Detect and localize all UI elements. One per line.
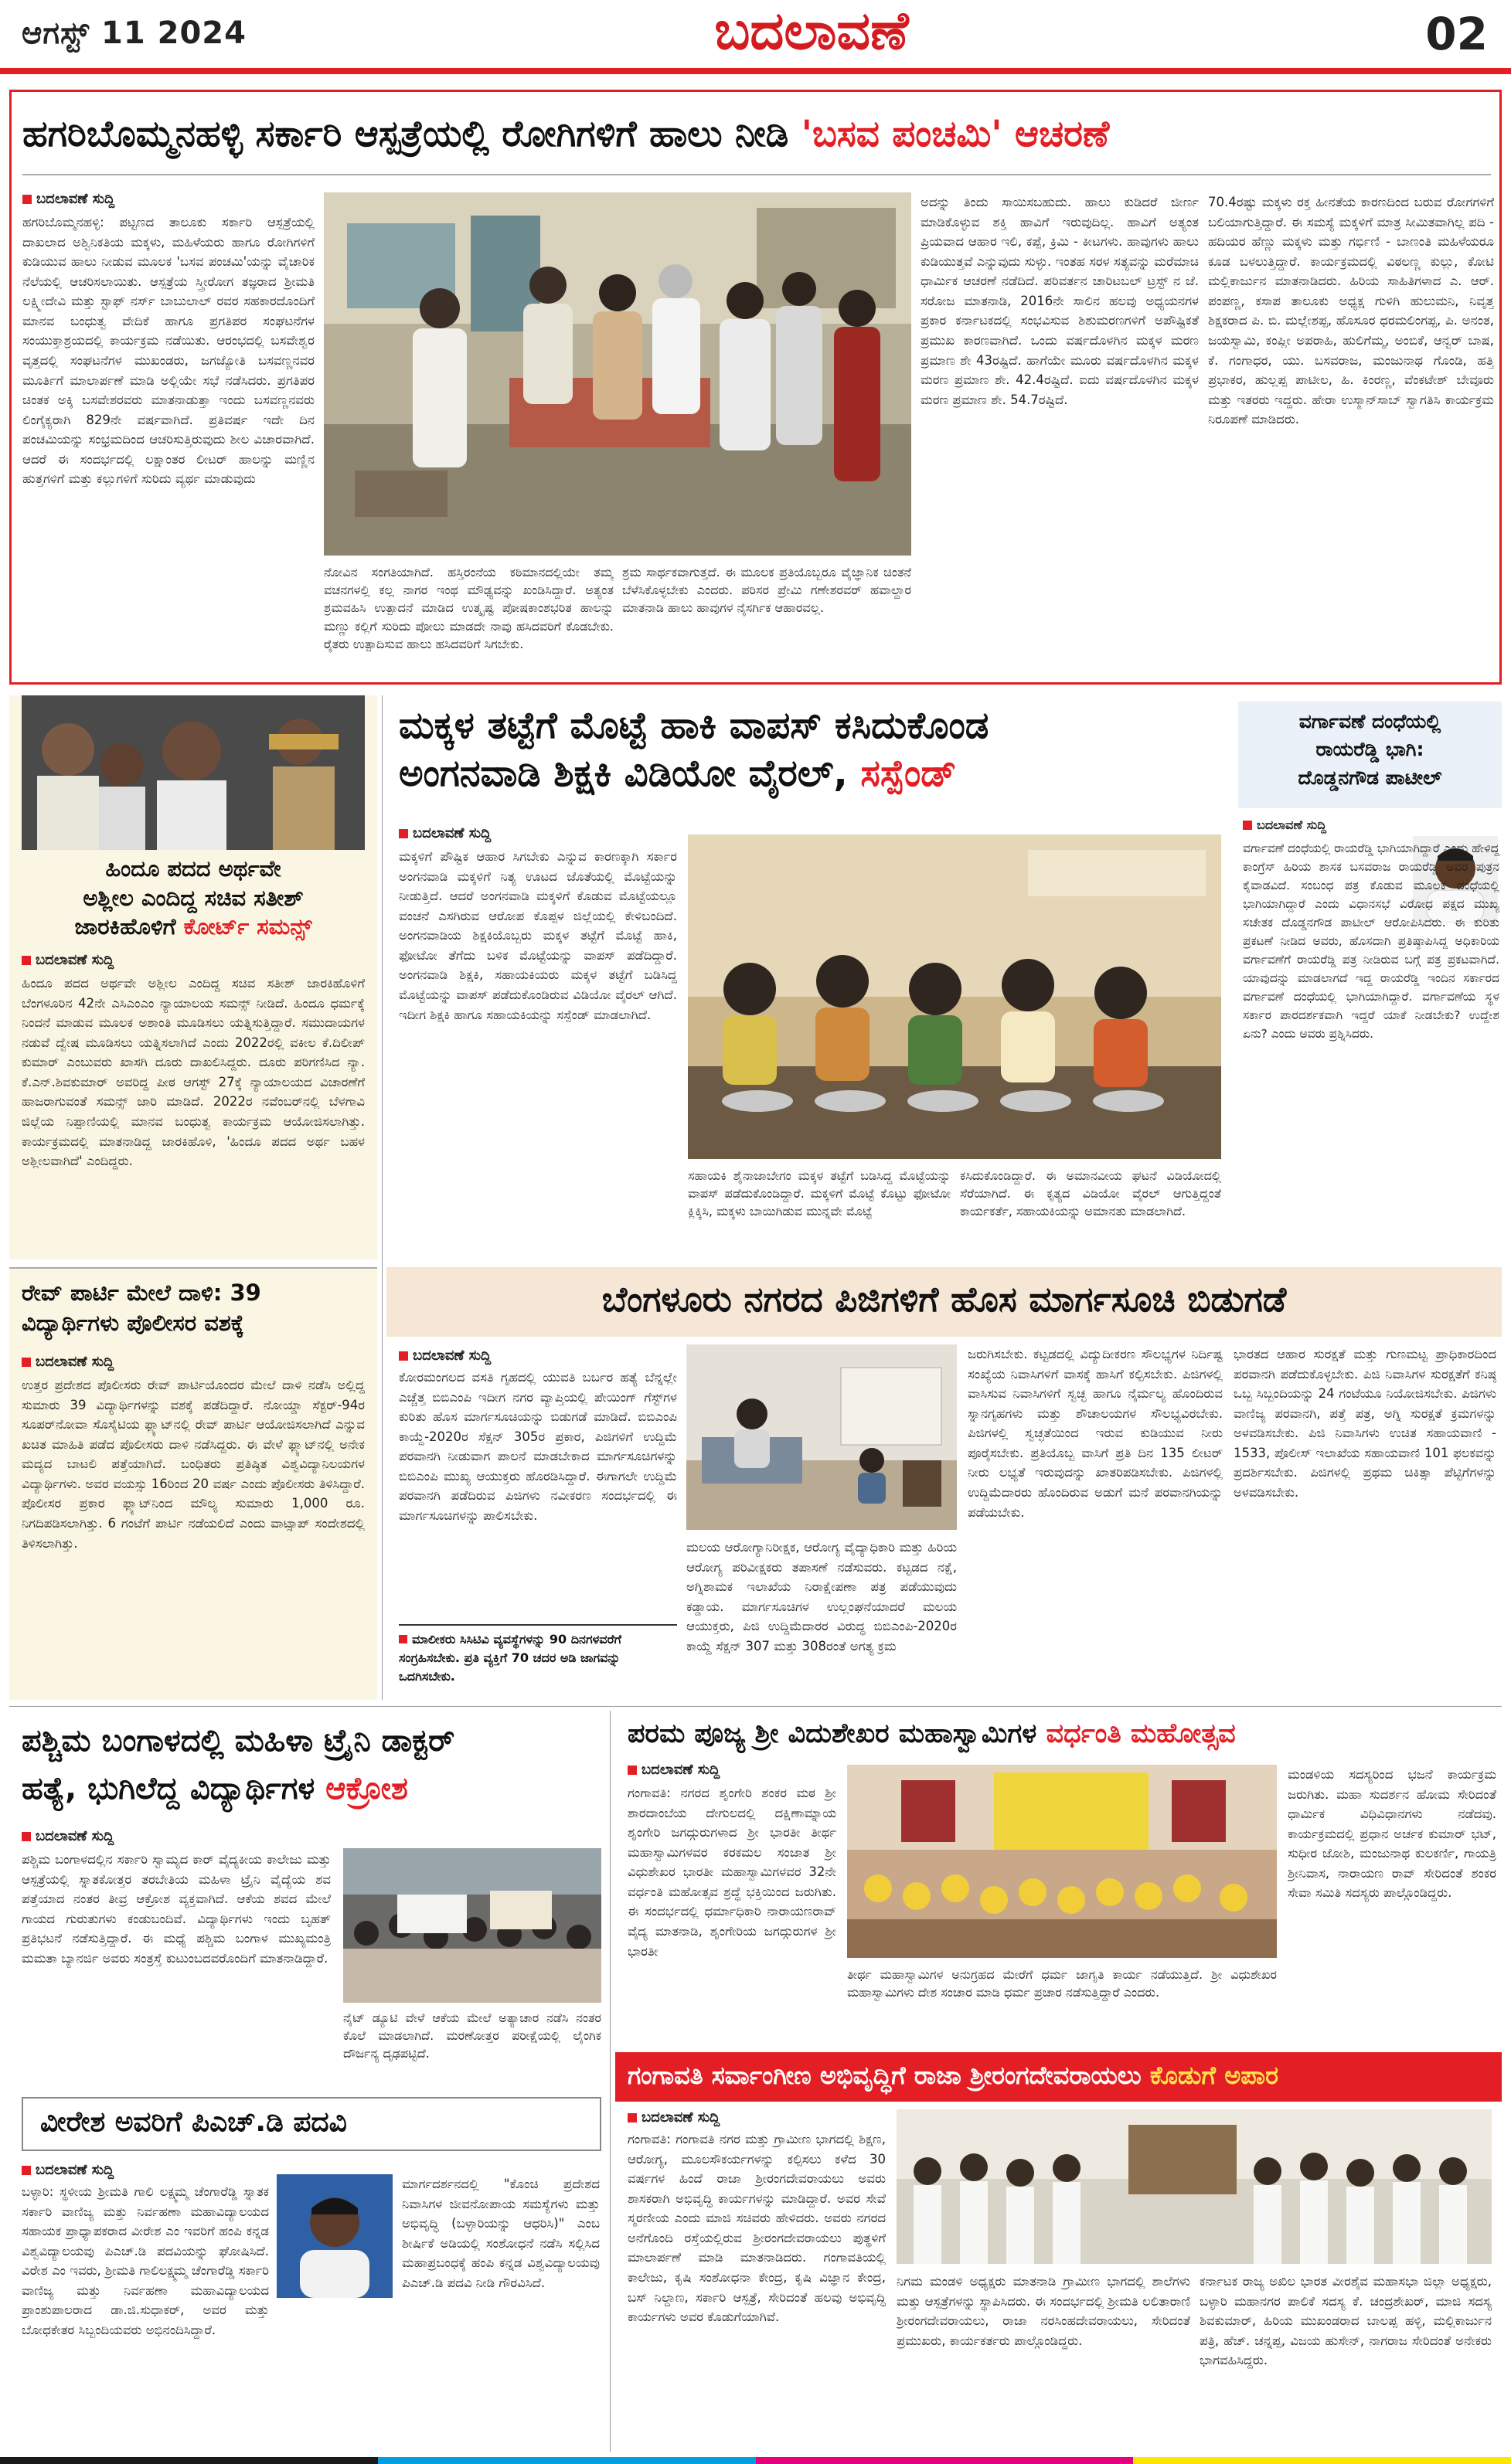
headline (22, 98, 1491, 175)
bullet-square-icon (628, 1766, 637, 1775)
byline: ಬದಲಾವಣೆ ಸುದ್ದಿ (399, 1348, 491, 1364)
byline: ಬದಲಾವಣೆ ಸುದ್ದಿ (1243, 817, 1326, 833)
article-column: 70.4ರಷ್ಟು ಮಕ್ಕಳು ರಕ್ತ ಹೀನತೆಯ ಕಾರಣದಿಂದ ಬರುವ ರೋಗಗಳಿಗೆ ಬಲಿಯಾಗುತ್ತಿದ್ದಾರೆ. ಈ ಸಮಸ್ಯೆ ಮಕ್ಕಳಿಗೆ ಮಾತ್ರ ಸೀಮಿತವಾಗಿಲ್ಲ ಪದಿ - ಹದಿಯರ ಹೆಣ್ಣು ಮಕ್ಕಳು ಮತ್ತು ಗರ್ಭಿಣಿ - ಬಾಣಂತಿ ಮಹಿಳೆಯರೂ ಕೂಡ ಬಳಲುತ್ತಿದ್ದಾರೆ. ಕಾರ್ಯಕ್ರಮದಲ್ಲಿ ವಿಠಲಣ್ಣ ಕುಲ್ಲು, ಕೋಟಿ ಮಲ್ಲಿಕಾರ್ಜುನ ಮಾತನಾಡಿದರು. ಹಿರಿಯ ಸಾಹಿತಿಗಳಾದ ಎ. ಆರ್. ಪಂಪಣ್ಣ, ಕಸಾಪ ತಾಲೂಕು ಅಧ್ಯಕ್ಷ ಗುಳಿಗಿ ಹುಲುಮನಿ, ನಿವೃತ್ತ ಶಿಕ್ಷಕರಾದ ಪಿ. ಬಿ. ಮಲ್ಲೇಶಪ್ಪ, ಹೊಸೂರ ಧರಮಲಿಂಗಪ್ಪ, ಪಿ. ಅನಂತ, ಜಯಸ್ವಾಮಿ, ಕಂಪ್ಲೀ ಅಪರಾಹಿ, ಹುಲಿಗೆಮ್ಮ, ಅಂಬಿಕೆ, ಆನ್ವರ್ ಬಾಷ, ಕೆ. ಗಂಗಾಧರ, ಯು. ಬಸವರಾಜ, ಮಂಜುನಾಥ ಗೊಂಡಿ, ಹತ್ತಿ ಪ್ರಭಾಕರ, ಹುಲ್ಲಪ್ಪ ಪಾಟೀಲ, ಹಿ. ಕಿಂರಣ್ಣ, ವೆಂಕಟೇಶ್ ಬೇವೂರು ಮತ್ತು ಇತರರು ಇದ್ದರು. ಹೇರಾ ಉಸ್ಮಾನ್‌ಸಾಬ್ ಸ್ವಾಗತಿಸಿ ಕಾರ್ಯಕ್ರಮ ನಿರೂಪಣೆ ಮಾಡಿದರು. (1208, 195, 1494, 427)
newspaper-logo: ಬದಲಾವಣೆ (714, 0, 909, 62)
headline: ರೇವ್ ಪಾರ್ಟಿ ಮೇಲೆ ದಾಳಿ: 39 ವಿದ್ಯಾರ್ಥಿಗಳು ಪೊಲೀಸರ ವಶಕ್ಕೆ (22, 1280, 261, 1337)
headline-highlight: ವರ್ಧಂತಿ ಮಹೋತ್ಸವ (1046, 1718, 1236, 1749)
byline: ಬದಲಾವಣೆ ಸುದ್ದಿ (399, 825, 491, 841)
article-body: ಗಂಗಾವತಿ: ಗಂಗಾವತಿ ನಗರ ಮತ್ತು ಗ್ರಾಮೀಣ ಭಾಗದಲ್ಲಿ ಶಿಕ್ಷಣ, ಆರೋಗ್ಯ, ಮೂಲಸೌಕರ್ಯಗಳನ್ನು ಕಲ್ಪಿಸಲು ಕಳೆದ 30 ವರ್ಷಗಳ ಹಿಂದೆ ರಾಜಾ ಶ್ರೀರಂಗದೇವರಾಯಲು ಅವರು ಶಾಸಕರಾಗಿ ಅಭಿವೃದ್ಧಿ ಕಾರ್ಯಗಳನ್ನು ಮಾಡಿದ್ದಾರೆ. ಅವರ ಸೇವೆ ಸ್ಮರಣೀಯ ಎಂದು ಮಾಜಿ ಸಚಿವರು ಹೇಳಿದರು. ಅವರು ನಗರದ ಅನೆಗೊಂದಿ ರಸ್ತೆಯಲ್ಲಿರುವ ಶ್ರೀರಂಗದೇವರಾಯಲು ಪುತ್ಥಳಿಗೆ ಮಾಲಾರ್ಪಣೆ ಮಾಡಿ ಮಾತನಾಡಿದರು. ಗಂಗಾವತಿಯಲ್ಲಿ ಕಾಲೇಜು, ಕೃಷಿ ಸಂಶೋಧನಾ ಕೇಂದ್ರ, ಕೃಷಿ ವಿಜ್ಞಾನ ಕೇಂದ್ರ, ಬಸ್ ನಿಲ್ದಾಣ, ಸರ್ಕಾರಿ ಆಸ್ಪತ್ರೆ, ಸೇರಿದಂತೆ ಹಲವು ಅಭಿವೃದ್ಧಿ ಕಾರ್ಯಗಳು ಅವರ ಕೊಡುಗೆಯಾಗಿವೆ. (628, 2132, 886, 2325)
headline: ವೀರೇಶ ಅವರಿಗೆ ಪಿಎಚ್.ಡಿ ಪದವಿ (40, 2106, 347, 2138)
headline-line-1: ವರ್ಗಾವಣೆ ದಂಧೆಯಲ್ಲಿ (1298, 710, 1441, 732)
headline (1238, 702, 1502, 808)
headline-line-1: ಪಶ್ಚಿಮ ಬಂಗಾಳದಲ್ಲಿ ಮಹಿಳಾ ಟ್ರೈನಿ ಡಾಕ್ಟರ್ (22, 1723, 455, 1759)
headline-main: ಹಗರಿಬೊಮ್ಮನಹಳ್ಳಿ ಸರ್ಕಾರಿ ಆಸ್ಪತ್ರೆಯಲ್ಲಿ ರೋಗಿಗಳಿಗೆ ಹಾಲು ನೀಡಿ (22, 113, 801, 155)
article-body: ಪಶ್ಚಿಮ ಬಂಗಾಳದಲ್ಲಿನ ಸರ್ಕಾರಿ ಸ್ವಾಮ್ಯದ ಕಾರ್ ವೈದ್ಯಕೀಯ ಕಾಲೇಜು ಮತ್ತು ಆಸ್ಪತ್ರೆಯಲ್ಲಿ ಸ್ನಾತಕೋತ್ತರ ತರಬೇತಿಯ ಮಹಿಳಾ ಟ್ರೈನಿ ವೈದ್ಯೆಯ ಶವ ಪತ್ತೆಯಾದ ನಂತರ ತೀವ್ರ ಆಕ್ರೋಶ ವ್ಯಕ್ತವಾಗಿದೆ. ಆಕೆಯ ಶವದ ಮೇಲೆ ಗಾಯದ ಗುರುತುಗಳು ಕಂಡುಬಂದಿವೆ. ವಿದ್ಯಾರ್ಥಿಗಳು ಇಂದು ಬೃಹತ್ ಪ್ರತಿಭಟನೆ ನಡೆಸುತ್ತಿದ್ದಾರೆ. ಈ ಮಧ್ಯೆ ಪಶ್ಚಿಮ ಬಂಗಾಳ ಮುಖ್ಯಮಂತ್ರಿ ಮಮತಾ ಬ್ಯಾನರ್ಜಿ ಅವರು ಸಂತ್ರಸ್ತೆ ಕುಟುಂಬದವರೊಂದಿಗೆ ಮಾತನಾಡಿದ್ದಾರೆ. (22, 1852, 331, 1966)
byline: ಬದಲಾವಣೆ ಸುದ್ದಿ (22, 2162, 114, 2178)
photo-caption-continued: ಕಸಿದುಕೊಂಡಿದ್ದಾರೆ. ಈ ಅಮಾನವೀಯ ಘಟನೆ ವಿಡಿಯೋದಲ್ಲಿ ಸೆರೆಯಾಗಿದೆ. ಈ ಕೃತ್ಯದ ವಿಡಿಯೋ ವೈರಲ್ ಆಗುತ್ತಿದ್ದಂತೆ ಕಾರ್ಯಕರ್ತೆ, ಸಹಾಯಕಿಯನ್ನು ಅಮಾನತು ಮಾಡಲಾಗಿದೆ. (960, 1168, 1221, 1219)
headline-highlight: ಆಕ್ರೋಶ (325, 1771, 408, 1806)
hospital-milk-distribution-photo (324, 192, 911, 556)
article-transfer-scam (1238, 695, 1502, 1259)
article-column: ಜರುಗಿಸಬೇಕು. ಕಟ್ಟಡದಲ್ಲಿ ವಿದ್ಯುದೀಕರಣ ಸೌಲಭ್ಯಗಳ ನಿರ್ದಿಷ್ಟ ಸಂಖ್ಯೆಯ ನಿವಾಸಿಗಳಿಗೆ ವಾಸಕ್ಕೆ ಹಾಸಿಗೆ ಕಲ್ಪಿಸಬೇಕು. ಪಿಜಿಗಳಲ್ಲಿ ವಾಸಿಸುವ ನಿವಾಸಿಗಳಿಗೆ ಸ್ವಚ್ಛ ಹಾಗೂ ನೈರ್ಮಲ್ಯ ಹೊಂದಿರುವ ಸ್ನಾನಗೃಹಗಳು ಮತ್ತು ಶೌಚಾಲಯಗಳ ಸೌಲಭ್ಯವಿರಬೇಕು. ಪಿಜಿಗಳಲ್ಲಿ ಸ್ವಚ್ಛತೆಯಿಂದ ಇರುವ ಕುಡಿಯುವ ನೀರು ಪೂರೈಸಬೇಕು. ಪ್ರತಿಯೊಬ್ಬ ವಾಸಿಗೆ ಪ್ರತಿ ದಿನ 135 ಲೀಟರ್ ನೀರು ಲಭ್ಯತೆ ಇರುವುದನ್ನು ಖಾತರಿಪಡಿಸಬೇಕು. ಪಿಜಿಗಳಲ್ಲಿ ಉದ್ದಿಮೆದಾರರು ಹೊಂದಿರುವ ಅಡುಗೆ ಮನೆ ಪರವಾನಗಿಯನ್ನು ಪಡೆಯಬೇಕು. (968, 1347, 1223, 1520)
minister-photo (22, 695, 365, 850)
article-column: ಮಲಯ ಆರೋಗ್ಯಾನಿರೀಕ್ಷಕ, ಆರೋಗ್ಯ ವೈದ್ಯಾಧಿಕಾರಿ ಮತ್ತು ಹಿರಿಯ ಆರೋಗ್ಯ ಪರಿವೀಕ್ಷಕರು ತಪಾಸಣೆ ನಡೆಸುವರು. ಕಟ್ಟಡದ ನಕ್ಷೆ, ಅಗ್ನಿಶಾಮಕ ಇಲಾಖೆಯ ನಿರಾಕ್ಷೇಪಣಾ ಪತ್ರ ಪಡೆಯುವುದು ಕಡ್ಡಾಯ. ಮಾರ್ಗಸೂಚಿಗಳ ಉಲ್ಲಂಘನೆಯಾದರೆ ಮಲಯ ಆಯುಕ್ತರು, ಪಿಜಿ ಉದ್ದಿಮೆದಾರರ ವಿರುದ್ಧ ಬಿಬಿಎಂಪಿ-2020ರ ಕಾಯ್ದೆ ಸೆಕ್ಷನ್ 307 ಮತ್ತು 308ರಂತೆ ಅಗತ್ಯ ಕ್ರಮ (686, 1540, 957, 1653)
issue-date: ಆಗಸ್ಟ್ 11 2024 (22, 15, 247, 51)
article-bengal-doctor (9, 1711, 604, 2089)
photo-caption: ನೋವಿನ ಸಂಗತಿಯಾಗಿದೆ. ಹಸ್ತಿರಂನೆಯ ಕಠಿಮಾನದಲ್ಲಿಯೇ ತಮ್ಮ ವಚನಗಳಲ್ಲಿ ಕಲ್ಲ ನಾಗರ ಇಂಥ ಮೌಢ್ಯವನ್ನು ಖಂಡಿಸಿದ್ದಾರೆ. ಅತ್ಯಂತ ಶ್ರಮವಹಿಸಿ ಉತ್ಪಾದನೆ ಮಾಡಿದ ಉತ್ಕೃಷ್ಟ ಪೋಷಕಾಂಶಭರಿತ ಹಾಲನ್ನು ಮಣ್ಣು ಕಲ್ಲಿಗೆ ಸುರಿದು ಪೋಲು ಮಾಡದೇ ನಾವು ಹಸಿದವರಿಗೆ ಕೊಡಬೇಕು. ರೈತರು ಉತ್ಪಾದಿಸುವ ಹಾಲು ಹಸಿದವರಿಗೆ ಸಿಗಬೇಕು. (324, 565, 614, 651)
article-column: ಭಾರತದ ಆಹಾರ ಸುರಕ್ಷತೆ ಮತ್ತು ಗುಣಮಟ್ಟ ಪ್ರಾಧಿಕಾರದಿಂದ ಪರವಾನಗಿ ಪಡೆದುಕೊಳ್ಳಬೇಕು. ಪಿಜಿ ನಿವಾಸಿಗಳ ಸುರಕ್ಷತೆಗೆ ಕನಿಷ್ಠ ಒಬ್ಬ ಸಿಬ್ಬಂದಿಯನ್ನು 24 ಗಂಟೆಯೂ ನಿಯೋಜಿಸಬೇಕು. ಪಿಜಿಗಳು ವಾಣಿಜ್ಯ ಪರವಾನಗಿ, ಪತ್ತೆ ಪತ್ರ, ಅಗ್ನಿ ಸುರಕ್ಷತೆ ಕ್ರಮಗಳನ್ನು ಅಳವಡಿಸಬೇಕು. ಪಿಜಿ ನಿವಾಸಿಗಳು ಉಚಿತ ಸಹಾಯವಾಣಿ - 1533, ಪೊಲೀಸ್ ಇಲಾಖೆಯ ಸಹಾಯವಾಣಿ 101 ಫಲಕವನ್ನು ಪ್ರದರ್ಶಿಸಬೇಕು. ಪಿಜಿಗಳಲ್ಲಿ ಪ್ರಥಮ ಚಿಕಿತ್ಸಾ ಪೆಟ್ಟಿಗೆಗಳನ್ನು ಅಳವಡಿಸಬೇಕು. (1234, 1347, 1496, 1500)
article-column: ಅದನ್ನು ತಿಂದು ಸಾಯಿಸಬಹುದು. ಹಾಲು ಕುಡಿದರೆ ಜೀರ್ಣ ಮಾಡಿಕೊಳ್ಳುವ ಶಕ್ತಿ ಹಾವಿಗೆ ಇರುವುದಿಲ್ಲ. ಹಾವಿಗೆ ಅತ್ಯಂತ ಪ್ರಿಯವಾದ ಆಹಾರ ಇಲಿ, ಕಪ್ಪೆ, ಕ್ರಿಮಿ - ಕೀಟಗಳು. ಹಾವುಗಳು ಹಾಲು ಕುಡಿಯುತ್ತವೆ ಎನ್ನುವುದು ಸುಳ್ಳು. ಇಂತಹ ಸರಳ ಸತ್ಯವನ್ನು ಮರೆಮಾಚಿ ಧಾರ್ಮಿಕ ಆಚರಣೆ ನಡೆದಿದೆ. ಪರಿವರ್ತನ ಚಾರಿಟಬಲ್ ಟ್ರಸ್ಟ್ ನ ಜೆ. ಸರೋಜ ಮಾತನಾಡಿ, 2016ನೇ ಸಾಲಿನ ಹಲವು ಅಧ್ಯಯನಗಳ ಪ್ರಕಾರ ಕರ್ನಾಟಕದಲ್ಲಿ ಸಂಭವಿಸುವ ಶಿಶುಮರಣಗಳಿಗೆ ಅಪೌಷ್ಟಿಕತೆ ಪ್ರಮುಖ ಕಾರಣವಾಗಿದೆ. ಒಂದು ವರ್ಷದೊಳಗಿನ ಮಕ್ಕಳ ಮರಣ ಪ್ರಮಾಣ ಶೇ 43ರಷ್ಟಿದೆ. ಹಾಗೆಯೇ ಮೂರು ವರ್ಷದೊಳಗಿನ ಮಕ್ಕಳ ಮರಣ ಪ್ರಮಾಣ ಶೇ. 42.4ರಷ್ಟಿದೆ. ಐದು ವರ್ಷದೊಳಗಿನ ಮಕ್ಕಳ ಮರಣ ಪ್ರಮಾಣ ಶೇ. 54.7ರಷ್ಟಿದೆ. (921, 195, 1199, 407)
article-court-summons (9, 695, 377, 1259)
bullet-square-icon (22, 2166, 31, 2175)
masthead (0, 0, 1511, 74)
article-column: ಗಂಗಾವತಿ: ನಗರದ ಶೃಂಗೇರಿ ಶಂಕರ ಮಠ ಶ್ರೀ ಶಾರದಾಂಬೆಯ ದೇಗುಲದಲ್ಲಿ ದಕ್ಷಿಣಾಮ್ನಾಯ ಶೃಂಗೇರಿ ಜಗದ್ಗುರುಗಳಾದ ಶ್ರೀ ಭಾರತೀ ತೀರ್ಥ ಮಹಾಸ್ವಾಮಿಗಳವರ ಕರಕಮಲ ಸಂಜಾತ ಶ್ರೀ ವಿಧುಶೇಖರ ಭಾರತೀ ಮಹಾಸ್ವಾಮಿಗಳವರ 32ನೇ ವರ್ಧಂತಿ ಮಹೋತ್ಸವ ಶ್ರದ್ಧೆ ಭಕ್ತಿಯಿಂದ ಜರುಗಿತು. ಈ ಸಂದರ್ಭದಲ್ಲಿ ಧರ್ಮಾಧಿಕಾರಿ ನಾರಾಯಣರಾವ್ ವೈದ್ಯ ಮಾತನಾಡಿ, ಶೃಂಗೇರಿಯ ಜಗದ್ಗುರುಗಳ ಶ್ರೀ ಭಾರತೀ (628, 1786, 836, 1959)
headline-line-1: ಹಿಂದೂ ಪದದ ಅರ್ಥವೇ (105, 855, 281, 882)
page-number: 02 (1425, 8, 1488, 60)
headline: ಪರಮ ಪೂಜ್ಯ ಶ್ರೀ ವಿದುಶೇಖರ ಮಹಾಸ್ವಾಮಿಗಳ ವರ್ಧಂತಿ ಮಹೋತ್ಸವ (628, 1718, 1236, 1749)
bullet-square-icon (22, 1832, 31, 1841)
article-body: ಉತ್ತರ ಪ್ರದೇಶದ ಪೊಲೀಸರು ರೇವ್ ಪಾರ್ಟಿಯೊಂದರ ಮೇಲೆ ದಾಳಿ ನಡೆಸಿ ಅಲ್ಲಿದ್ದ ಸುಮಾರು 39 ವಿದ್ಯಾರ್ಥಿಗಳನ್ನು ವಶಕ್ಕೆ ಪಡೆದಿದ್ದಾರೆ. ನೋಯ್ಡಾ ಸೆಕ್ಟರ್-94ರ ಸೂಪರ್‌ನೋವಾ ಸೊಸೈಟಿಯ ಫ್ಲ್ಯಾಟ್‌ನಲ್ಲಿ ರೇವ್ ಪಾರ್ಟಿ ಆಯೋಜಿಸಲಾಗಿದೆ ಎನ್ನುವ ಖಚಿತ ಮಾಹಿತಿ ಪಡೆದ ಪೊಲೀಸರು ದಾಳಿ ನಡೆಸಿದ್ದರು. ಈ ವೇಳೆ ಫ್ಲ್ಯಾಟ್‌ನಲ್ಲಿ ಅನೇಕ ಮದ್ಯದ ಬಾಟಲಿ ಪತ್ತೆಯಾಗಿದೆ. ಬಂಧಿತರು ಪ್ರತಿಷ್ಠಿತ ವಿಶ್ವವಿದ್ಯಾನಿಲಯಗಳ ವಿದ್ಯಾರ್ಥಿಗಳು. ಅವರ ವಯಸ್ಸು 16ರಿಂದ 20 ವರ್ಷ ಎಂದು ಪೊಲೀಸರು ತಿಳಿಸಿದ್ದಾರೆ. ಪೊಲೀಸರ ಪ್ರಕಾರ ಫ್ಲ್ಯಾಟ್‌ನಿಂದ ಮೌಲ್ಯ ಸುಮಾರು 1,000 ರೂ. ನಿಗದಿಪಡಿಸಲಾಗಿತ್ತು. 6 ಗಂಟೆಗೆ ಪಾರ್ಟಿ ನಡೆಯಲಿದೆ ಎಂದು ವಾಟ್ಸಾಪ್ ಸಂದೇಶದಲ್ಲಿ ತಿಳಿಸಲಾಗಿತ್ತು. (22, 1378, 365, 1551)
photo-caption-continued: ಶ್ರಮ ಸಾರ್ಥಕವಾಗುತ್ತದೆ. ಈ ಮೂಲಕ ಪ್ರತಿಯೊಬ್ಬರೂ ವೈಜ್ಞಾನಿಕ ಚಿಂತನೆ ಬೆಳೆಸಿಕೊಳ್ಳಬೇಕು ಎಂದರು. ಪರಿಸರ ಪ್ರೇಮಿ ಗಣೇಶರವರ್ ಹವಾಲ್ದಾರ ಮಾತನಾಡಿ ಹಾಲು ಹಾವುಗಳ ನೈಸರ್ಗಿಕ ಆಹಾರವಲ್ಲ. (622, 565, 911, 616)
protest-photo (343, 1848, 601, 2003)
bullet-square-icon (399, 829, 408, 838)
headline: ಬೆಂಗಳೂರು ನಗರದ ಪಿಜಿಗಳಿಗೆ ಹೊಸ ಮಾರ್ಗಸೂಚಿ ಬಿಡುಗಡೆ (386, 1267, 1502, 1337)
article-rangadevarayalu (615, 2052, 1502, 2452)
headline-line-2: ಅಶ್ಲೀಲ ಎಂದಿದ್ದ ಸಚಿವ ಸತೀಶ್ (83, 884, 304, 911)
article-column: ಕೋರಮಂಗಲದ ವಸತಿ ಗೃಹದಲ್ಲಿ ಯುವತಿ ಬರ್ಬರ ಹತ್ಯೆ ಬೆನ್ನಲ್ಲೇ ಎಚ್ಚೆತ್ತ ಬಿಬಿಎಂಪಿ ಇದೀಗ ನಗರ ವ್ಯಾಪ್ತಿಯಲ್ಲಿ ಪೇಯಿಂಗ್ ಗೆಸ್ಟ್‌ಗಳ ಕುರಿತು ಹೊಸ ಮಾರ್ಗಸೂಚಿಯನ್ನು ಬಿಡುಗಡೆ ಮಾಡಿದೆ. ಬಿಬಿಎಂಪಿ ಕಾಯ್ದೆ-2020ರ ಸೆಕ್ಷನ್ 305ರ ಪ್ರಕಾರ, ಪಿಜಿಗಳಿಗೆ ಉದ್ದಿಮೆ ಪರವಾನಗಿ ನೀಡುವಾಗ ಪಾಲನೆ ಮಾಡಬೇಕಾದ ಮಾರ್ಗಸೂಚಿಗಳನ್ನು ಬಿಬಿಎಂಪಿ ಮುಖ್ಯ ಆಯುಕ್ತರು ಹೊರಡಿಸಿದ್ದಾರೆ. ಈಗಾಗಲೇ ಉದ್ದಿಮೆ ಪರವಾನಗಿ ಪಡೆದಿರುವ ಪಿಜಿಗಳು ನವೀಕರಣ ಸಂದರ್ಭದಲ್ಲಿ ಈ ಮಾರ್ಗಸೂಚಿಗಳನ್ನು ಪಾಲಿಸಬೇಕು. (399, 1370, 677, 1523)
article-phd-degree (9, 2097, 604, 2452)
headline-highlight: ಸಸ್ಪೆಂಡ್ (860, 752, 957, 796)
headline-highlight: 'ಬಸವ ಪಂಚಮಿ' ಆಚರಣೆ (801, 113, 1110, 155)
photo-caption: ಸಹಾಯಕಿ ಶೈನಾಜಾಬೇಗಂ ಮಕ್ಕಳ ತಟ್ಟೆಗೆ ಬಡಿಸಿದ್ದ ಮೊಟ್ಟೆಯನ್ನು ವಾಪಸ್ ಪಡೆದುಕೊಂಡಿದ್ದಾರೆ. ಮಕ್ಕಳಿಗೆ ಮೊಟ್ಟೆ ಕೊಟ್ಟು ಫೋಟೋ ಕ್ಲಿಕ್ಕಿಸಿ, ಮಕ್ಕಳು ಬಾಯಿಗಿಡುವ ಮುನ್ನವೇ ಮೊಟ್ಟೆ (688, 1168, 951, 1219)
headline-highlight: ಕೊಡುಗೆ ಅಪಾರ (1149, 2061, 1279, 2090)
footer-color-bar (0, 2457, 1511, 2464)
article-column: ಮಕ್ಕಳಿಗೆ ಪೌಷ್ಟಿಕ ಆಹಾರ ಸಿಗಬೇಕು ಎನ್ನುವ ಕಾರಣಕ್ಕಾಗಿ ಸರ್ಕಾರ ಅಂಗನವಾಡಿ ಮಕ್ಕಳಿಗೆ ನಿತ್ಯ ಊಟದ ಜೊತೆಯಲ್ಲಿ ಮೊಟ್ಟೆಯನ್ನು ನೀಡುತ್ತಿದೆ. ಆದರೆ ಅಂಗನವಾಡಿ ಮಕ್ಕಳಿಗೆ ಕೊಡುವ ಮೊಟ್ಟೆಯಲ್ಲೂ ವಂಚನೆ ಎಸಗಿರುವ ಆರೋಪ ಕೊಪ್ಪಳ ಜಿಲ್ಲೆಯಲ್ಲಿ ಕೇಳಿಬಂದಿದೆ. ಅಂಗನವಾಡಿಯ ಶಿಕ್ಷಕಿಯೊಬ್ಬರು ಮಕ್ಕಳ ತಟ್ಟೆಗೆ ಮೊಟ್ಟೆ ಹಾಕಿ, ಫೋಟೋ ತೆಗೆದು ಬಳಿಕ ಮೊಟ್ಟೆಯನ್ನು ವಾಪಸ್ ಪಡೆದಿದ್ದಾರೆ. ಅಂಗನವಾಡಿ ಶಿಕ್ಷಕಿ, ಸಹಾಯಕಿಯರು ಮಕ್ಕಳ ತಟ್ಟೆಗೆ ಬಡಿಸಿದ್ದ ಮೊಟ್ಟೆಯನ್ನು ವಾಪಸ್ ಪಡೆದುಕೊಂಡಿರುವ ವಿಡಿಯೋ ವೈರಲ್ ಆಗಿದೆ. ಇದೀಗ ಶಿಕ್ಷಕಿ ಹಾಗೂ ಸಹಾಯಕಿಯನ್ನು ಸಸ್ಪೆಂಡ್ ಮಾಡಲಾಗಿದೆ. (399, 849, 677, 1022)
headline (22, 1717, 601, 1813)
column-divider (382, 695, 383, 1700)
byline: ಬದಲಾವಣೆ ಸುದ್ದಿ (628, 1762, 720, 1778)
article-column: ಹಗರಿಬೊಮ್ಮನಹಳ್ಳಿ: ಪಟ್ಟಣದ ತಾಲೂಕು ಸರ್ಕಾರಿ ಆಸ್ಪತ್ರೆಯಲ್ಲಿ ದಾಖಲಾದ ಅಶ್ವಿನಿಕತಿಯ ಮಕ್ಕಳು, ಮಹಿಳೆಯರು ಹಾಗೂ ರೋಗಿಗಳಿಗೆ ಕುಡಿಯುವ ಹಾಲು ನೀಡುವ ಮೂಲಕ 'ಬಸವ ಪಂಚಮಿ'ಯನ್ನು ವೈಚಾರಿಕ ನೆಲೆಯಲ್ಲಿ ಆಚರಿಸಲಾಯಿತು. ಆಸ್ಪತ್ರೆಯ ಸ್ತ್ರೀರೋಗ ತಜ್ಞರಾದ ಶ್ರೀಮತಿ ಲಕ್ಷ್ಮೀದೇವಿ ಮತ್ತು ಸ್ಟಾಫ್ ನರ್ಸ್ ಬಾಬುಲಾಲ್ ರವರ ಸಹಕಾರದೊಂದಿಗೆ ಮಾನವ ಬಂಧುತ್ವ ವೇದಿಕೆ ಹಾಗೂ ಪ್ರಗತಿಪರ ಸಂಘಟನೆಗಳ ಸಂಯುಕ್ತಾಶ್ರಯದಲ್ಲಿ ಕಾರ್ಯಕ್ರಮ ನಡೆಯಿತು. ಆರಂಭದಲ್ಲಿ ಬಸವೇಶ್ವರ ವೃತ್ತದಲ್ಲಿ ಸಂಘಟನೆಗಳ ಮುಖಂಡರು, ಜಗಜ್ಯೋತಿ ಬಸವಣ್ಣನವರ ಮೂರ್ತಿಗೆ ಮಾಲಾರ್ಪಣೆ ಮಾಡಿ ಅಲ್ಲಿಯೇ ಸಭೆ ನಡೆಸಿದರು. ಪ್ರಗತಿಪರ ಚಿಂತಕ ಅಕ್ಕಿ ಬಸವೇಶರವರು ಮಾತನಾಡುತ್ತಾ ಇಂದು ಬಸವಣ್ಣನವರು ಲಿಂಗೈಕ್ಯರಾಗಿ 829ನೇ ವರ್ಷವಾಗಿದೆ. ಪ್ರತಿವರ್ಷ ಇದೇ ದಿನ ಪಂಚಮಿಯನ್ನು ಸಂಭ್ರಮದಿಂದ ಆಚರಿಸುತ್ತಿರುವುದು ಶೀಲ ವಿಚಾರವಾಗಿದೆ. ಆದರೆ ಈ ಸಂದರ್ಭದಲ್ಲಿ ಲಕ್ಷಾಂತರ ಲೀಟರ್ ಹಾಲನ್ನು ಮಣ್ಣಿನ ಹುತ್ತಗಳಿಗೆ ಮತ್ತು ಕಲ್ಲುಗಳಿಗೆ ಸುರಿದು ವ್ಯರ್ಥ ಮಾಡುವುದು (22, 215, 315, 487)
headline-line-1: ಮಕ್ಕಳ ತಟ್ಟೆಗೆ ಮೊಟ್ಟೆ ಹಾಕಿ ವಾಪಸ್ ಕಸಿದುಕೊಂಡ (399, 704, 989, 747)
headline: ಗಂಗಾವತಿ ಸರ್ವಾಂಗೀಣ ಅಭಿವೃದ್ಧಿಗೆ ರಾಜಾ ಶ್ರೀರಂಗದೇವರಾಯಲು ಕೊಡುಗೆ ಅಪಾರ (615, 2052, 1502, 2102)
headline-line-2: ರಾಯರೆಡ್ಡಿ ಭಾಗಿ: (1315, 738, 1424, 761)
headline (399, 702, 1218, 798)
veeresha-portrait-photo (277, 2174, 393, 2298)
article-vardhanti (615, 1711, 1502, 2043)
article-body: ಹಿಂದೂ ಪದದ ಅರ್ಥವೇ ಅಶ್ಲೀಲ ಎಂದಿದ್ದ ಸಚಿವ ಸತೀಶ್ ಜಾರಕಿಹೊಳಿಗೆ ಬೆಂಗಳೂರಿನ 42ನೇ ಎಸಿಎಂಎಂ ನ್ಯಾಯಾಲಯ ಸಮನ್ಸ್ ನೀಡಿದೆ. ಹಿಂದೂ ಧರ್ಮಕ್ಕೆ ನಿಂದನೆ ಮಾಡುವ ಮೂಲಕ ಅಶಾಂತಿ ಮೂಡಿಸಲು ಯತ್ನಿಸುತ್ತಿದ್ದಾರೆ. ಸಮುದಾಯಗಳ ನಡುವೆ ದ್ವೇಷ ಮೂಡಿಸಲು ಯತ್ನಿಸಲಾಗಿದೆ ಎಂದು 2022ರಲ್ಲಿ ವಕೀಲ ಕೆ.ದಿಲೀಪ್ ಕುಮಾರ್ ಎಂಬುವರು ಖಾಸಗಿ ದೂರು ದಾಖಲಿಸಿದ್ದರು. ದೂರು ಪರಿಗಣಿಸಿದ ನ್ಯಾ. ಕೆ.ಎನ್.ಶಿವಕುಮಾರ್ ಅವರಿದ್ದ ಪೀಠ ಆಗಸ್ಟ್ 27ಕ್ಕೆ ನ್ಯಾಯಾಲಯದ ವಿಚಾರಣೆಗೆ ಹಾಜರಾಗುವಂತೆ ಸಮನ್ಸ್ ಜಾರಿ ಮಾಡಿದೆ. 2022ರ ನವೆಂಬರ್‌ನಲ್ಲಿ ಬೆಳಗಾವಿ ಜಿಲ್ಲೆಯ ನಿಪ್ಪಾಣಿಯಲ್ಲಿ ಮಾನವ ಬಂಧುತ್ವ ಕಾರ್ಯಕ್ರಮ ಆಯೋಜಿಸಲಾಗಿತ್ತು. ಕಾರ್ಯಕ್ರಮದಲ್ಲಿ ಮಾತನಾಡಿದ್ದ ಜಾರಕಿಹೊಳಿ, 'ಹಿಂದೂ ಪದದ ಅರ್ಥ ಬಹಳ ಅಶ್ಲೀಲವಾಗಿದೆ' ಎಂದಿದ್ದರು. (22, 976, 365, 1169)
section-divider (9, 1706, 1502, 1707)
article-anganwadi-egg (386, 695, 1229, 1259)
bullet-square-icon (628, 2113, 637, 2122)
headline-line-3: ದೊಡ್ಡನಗೌಡ ಪಾಟೀಲ್ (1298, 766, 1442, 789)
article-body: ವರ್ಗಾವಣೆ ದಂಧೆಯಲ್ಲಿ ರಾಯರೆಡ್ಡಿ ಭಾಗಿಯಾಗಿದ್ದಾರೆ ಎಂದು ಹೇಳಿದ್ದ ಕಾಂಗ್ರೆಸ್ ಹಿರಿಯ ಶಾಸಕ ಬಸವರಾಜ ರಾಯರೆಡ್ಡಿ ಅವರ ಪುತ್ರನ ಕೈವಾಡವಿದೆ. ಸಂಬಂಧ ಪತ್ರ ಕೊಡುವ ಮೂಲಕ ದಂಧೆಯಲ್ಲಿ ಭಾಗಿಯಾಗಿದ್ದಾರೆ ಎಂದು ವಿಧಾನಸಭೆ ವಿರೋಧ ಪಕ್ಷದ ಮುಖ್ಯ ಸಚೇತಕ ದೊಡ್ಡನಗೌಡ ಪಾಟೀಲ್ ಆರೋಪಿಸಿದರು. ಈ ಕುರಿತು ಪ್ರಕಟಣೆ ನೀಡಿದ ಅವರು, ಹೊಸದಾಗಿ ಪ್ರತಿಷ್ಠಾಪಿಸಿದ್ದ ಅಧಿಕಾರಿಯ ವರ್ಗಾವಣೆಗೆ ರಾಯರೆಡ್ಡಿ ಪತ್ರ ನೀಡಿರುವ ಬಗ್ಗೆ ಪತ್ರ ಪ್ರಕಟವಾಗಿದೆ. ಯಾವುದನ್ನು ಮಾಡಲಾಗದೆ ಇದ್ದ ರಾಯರೆಡ್ಡಿ ಇಂದಿನ ಸರ್ಕಾರದ ವರ್ಗಾವಣೆ ದಂಧೆಯಲ್ಲಿ ಭಾಗಿಯಾಗಿದ್ದಾರೆ. ವರ್ಗಾವಣೆಯ ಸ್ಥಳ ಸರ್ಕಾರ ಪಾರದರ್ಶಕವಾಗಿ ಇದ್ದರೆ ಯಾಕೆ ನೀಡಬೇಕು? ಉದ್ದೇಶ ಏನು? ಎಂದು ಅವರು ಪ್ರಶ್ನಿಸಿದರು. (1243, 841, 1499, 1042)
photo-caption: ತೀರ್ಥ ಮಹಾಸ್ವಾಮಿಗಳ ಅನುಗ್ರಹದ ಮೇರೆಗೆ ಧರ್ಮ ಜಾಗೃತಿ ಕಾರ್ಯ ನಡೆಯುತ್ತಿದೆ. ಶ್ರೀ ವಿಧುಶೇಖರ ಮಹಾಸ್ವಾಮಿಗಳು ದೇಶ ಸಂಚಾರ ಮಾಡಿ ಧರ್ಮ ಪ್ರಚಾರ ನಡೆಸುತ್ತಿದ್ದಾರೆ ಎಂದರು. (847, 1967, 1277, 2000)
byline: ಬದಲಾವಣೆ ಸುದ್ದಿ (22, 952, 114, 968)
byline: ಬದಲಾವಣೆ ಸುದ್ದಿ (22, 191, 114, 207)
headline-line-3: ಜಾರಕಿಹೊಳಿಗೆ ಕೋರ್ಟ್ ಸಮನ್ಸ್ (74, 913, 312, 940)
headline (22, 855, 365, 942)
byline: ಬದಲಾವಣೆ ಸುದ್ದಿ (628, 2109, 720, 2126)
note-square-icon (399, 1635, 407, 1643)
column-divider (610, 1711, 611, 2452)
devotees-gathering-photo (847, 1765, 1277, 1958)
headline-highlight: ಕೋರ್ಟ್ ಸಮನ್ಸ್ (183, 913, 312, 940)
pg-room-photo (686, 1344, 957, 1530)
highlight-note: ಮಾಲೀಕರು ಸಿಸಿಟಿವಿ ವ್ಯವಸ್ಥೆಗಳನ್ನು 90 ದಿನಗಳವರೆಗೆ ಸಂಗ್ರಹಿಸಬೇಕು. ಪ್ರತಿ ವ್ಯಕ್ತಿಗೆ 70 ಚದರ ಅಡಿ ಜಾಗವನ್ನು ಒದಗಿಸಬೇಕು. (399, 1624, 677, 1694)
article-body: ಬಳ್ಳಾರಿ: ಸ್ಥಳೀಯ ಶ್ರೀಮತಿ ಗಾಲಿ ಲಕ್ಷ್ಮಮ್ಮ ಚೆಂಗಾರೆಡ್ಡಿ ಸ್ನಾತಕ ಸರ್ಕಾರಿ ವಾಣಿಜ್ಯ ಮತ್ತು ನಿರ್ವಹಣಾ ಮಹಾವಿದ್ಯಾಲಯದ ಸಹಾಯಕ ಪ್ರಾಧ್ಯಾಪಕರಾದ ವೀರೇಶ ಎಂ ಇವರಿಗೆ ಹಂಪಿ ಕನ್ನಡ ವಿಶ್ವವಿದ್ಯಾಲಯವು ಪಿಎಚ್.ಡಿ ಪದವಿಯನ್ನು ಘೋಷಿಸಿದೆ. ವಿರೇಶ ಎಂ ಇವರು, ಶ್ರೀಮತಿ ಗಾಲಿಲಕ್ಷ್ಮಮ್ಮ ಚೆಂಗಾರೆಡ್ಡಿ ಸರ್ಕಾರಿ ವಾಣಿಜ್ಯ ಮತ್ತು ನಿರ್ವಹಣಾ ಮಹಾವಿದ್ಯಾಲಯದ ಪ್ರಾಂಶುಪಾಲರಾದ ಡಾ.ಜಿ.ಸುಧಾಕರ್, ಅವರ ಮತ್ತು ಬೋಧಕೇತರ ಸಿಬ್ಬಂದಿಯವರು ಅಭಿನಂದಿಸಿದ್ದಾರೆ. (22, 2184, 269, 2337)
bullet-square-icon (22, 1358, 31, 1367)
article-column: ಮಂಡಳಿಯ ಸದಸ್ಯರಿಂದ ಭಜನೆ ಕಾರ್ಯಕ್ರಮ ಜರುಗಿತು. ಮಹಾ ಸುದರ್ಶನ ಹೋಮ ಸೇರಿದಂತೆ ಧಾರ್ಮಿಕ ವಿಧಿವಿಧಾನಗಳು ನಡೆದವು. ಕಾರ್ಯಕ್ರಮದಲ್ಲಿ ಪ್ರಧಾನ ಅರ್ಚಕ ಕುಮಾರ್ ಭಟ್, ಸುಧೀರ ಜೋಶಿ, ಮಂಜುನಾಥ ಕುಲಕರ್ಣಿ, ಗಾಯತ್ರಿ ಶ್ರೀನಿವಾಸ, ನಾರಾಯಣ ರಾವ್ ಸೇರಿದಂತೆ ಶಂಕರ ಸೇವಾ ಸಮಿತಿ ಸದಸ್ಯರು ಪಾಲ್ಗೊಂಡಿದ್ದರು. (1288, 1767, 1496, 1901)
article-column: ಕರ್ನಾಟಕ ರಾಜ್ಯ ಅಖಿಲ ಭಾರತ ವೀರಶೈವ ಮಹಾಸಭಾ ಜಿಲ್ಲಾ ಅಧ್ಯಕ್ಷರು, ಬಳ್ಳಾರಿ ಮಹಾನಗರ ಪಾಲಿಕೆ ಸದಸ್ಯ ಕೆ. ಚಂದ್ರಶೇಖರ್, ಮಾಜಿ ಸದಸ್ಯ ಶಿವಕುಮಾರ್, ಹಿರಿಯ ಮುಖಂಡರಾದ ಬಾಲಪ್ಪ ಹಳ್ಳಿ, ಮಲ್ಲಿಕಾರ್ಜುನ ಪತ್ರಿ, ಹೆಚ್. ಚನ್ನಪ್ಪ, ವಿಜಯ ಹುಸೇನ್, ನಾಗರಾಜ ಸೇರಿದಂತೆ ಅನೇಕರು ಭಾಗವಹಿಸಿದ್ದರು. (1200, 2274, 1492, 2368)
article-column: ನಿಗಮ ಮಂಡಳಿ ಅಧ್ಯಕ್ಷರು ಮಾತನಾಡಿ ಗ್ರಾಮೀಣ ಭಾಗದಲ್ಲಿ ಶಾಲೆಗಳು ಮತ್ತು ಆಸ್ಪತ್ರೆಗಳನ್ನು ಸ್ಥಾಪಿಸಿದರು. ಈ ಸಂದರ್ಭದಲ್ಲಿ ಶ್ರೀಮತಿ ಲಲಿತಾರಾಣಿ ಶ್ರೀರಂಗದೇವರಾಯಲು, ರಾಜಾ ನರಸಿಂಹದೇವರಾಯಲು, ಸೇರಿದಂತೆ ಪ್ರಮುಖರು, ಕಾರ್ಯಕರ್ತರು ಪಾಲ್ಗೊಂಡಿದ್ದರು. (897, 2274, 1190, 2348)
bullet-square-icon (1243, 821, 1252, 830)
photo-caption: ನೈಟ್ ಡ್ಯೂಟಿ ವೇಳೆ ಆಕೆಯ ಮೇಲೆ ಅತ್ಯಾಚಾರ ನಡೆಸಿ ನಂತರ ಕೊಲೆ ಮಾಡಲಾಗಿದೆ. ಮರಣೋತ್ತರ ಪರೀಕ್ಷೆಯಲ್ಲಿ ಲೈಂಗಿಕ ದೌರ್ಜನ್ಯ ದೃಢಪಟ್ಟಿದೆ. (343, 2010, 601, 2061)
bullet-square-icon (22, 195, 32, 204)
anganwadi-children-photo (688, 834, 1221, 1159)
bullet-square-icon (399, 1351, 408, 1361)
headline-box (22, 2097, 601, 2151)
article-basava-panchami (9, 90, 1502, 685)
byline: ಬದಲಾವಣೆ ಸುದ್ದಿ (22, 1354, 114, 1370)
article-rave-party (9, 1267, 377, 1700)
tribute-event-photo (897, 2109, 1492, 2264)
article-column: ಮಾರ್ಗದರ್ಶನದಲ್ಲಿ "ಕೊಂಚಿ ಪ್ರದೇಶದ ನಿವಾಸಿಗಳ ಜೀವನೋಪಾಯ ಸಮಸ್ಯೆಗಳು ಮತ್ತು ಅಭಿವೃದ್ಧಿ (ಬಳ್ಳಾರಿಯನ್ನು ಆಧರಿಸಿ)" ಎಂಬ ಶೀರ್ಷಿಕೆ ಅಡಿಯಲ್ಲಿ ಸಂಶೋಧನೆ ನಡೆಸಿ ಸಲ್ಲಿಸಿದ ಮಹಾಪ್ರಬಂಧಕ್ಕೆ ಹಂಪಿ ಕನ್ನಡ ವಿಶ್ವವಿದ್ಯಾಲಯವು ಪಿಎಚ್.ಡಿ ಪದವಿ ನೀಡಿ ಗೌರವಿಸಿದೆ. (402, 2177, 600, 2290)
byline: ಬದಲಾವಣೆ ಸುದ್ದಿ (22, 1828, 114, 1844)
headline-line-2: ಹತ್ಯೆ, ಭುಗಿಲೆದ್ದ ವಿದ್ಯಾರ್ಥಿಗಳ ಆಕ್ರೋಶ (22, 1771, 408, 1806)
article-pg-guidelines (386, 1267, 1502, 1700)
headline-line-2: ಅಂಗನವಾಡಿ ಶಿಕ್ಷಕಿ ವಿಡಿಯೋ ವೈರಲ್, ಸಸ್ಪೆಂಡ್ (399, 752, 957, 796)
bullet-square-icon (22, 956, 31, 965)
